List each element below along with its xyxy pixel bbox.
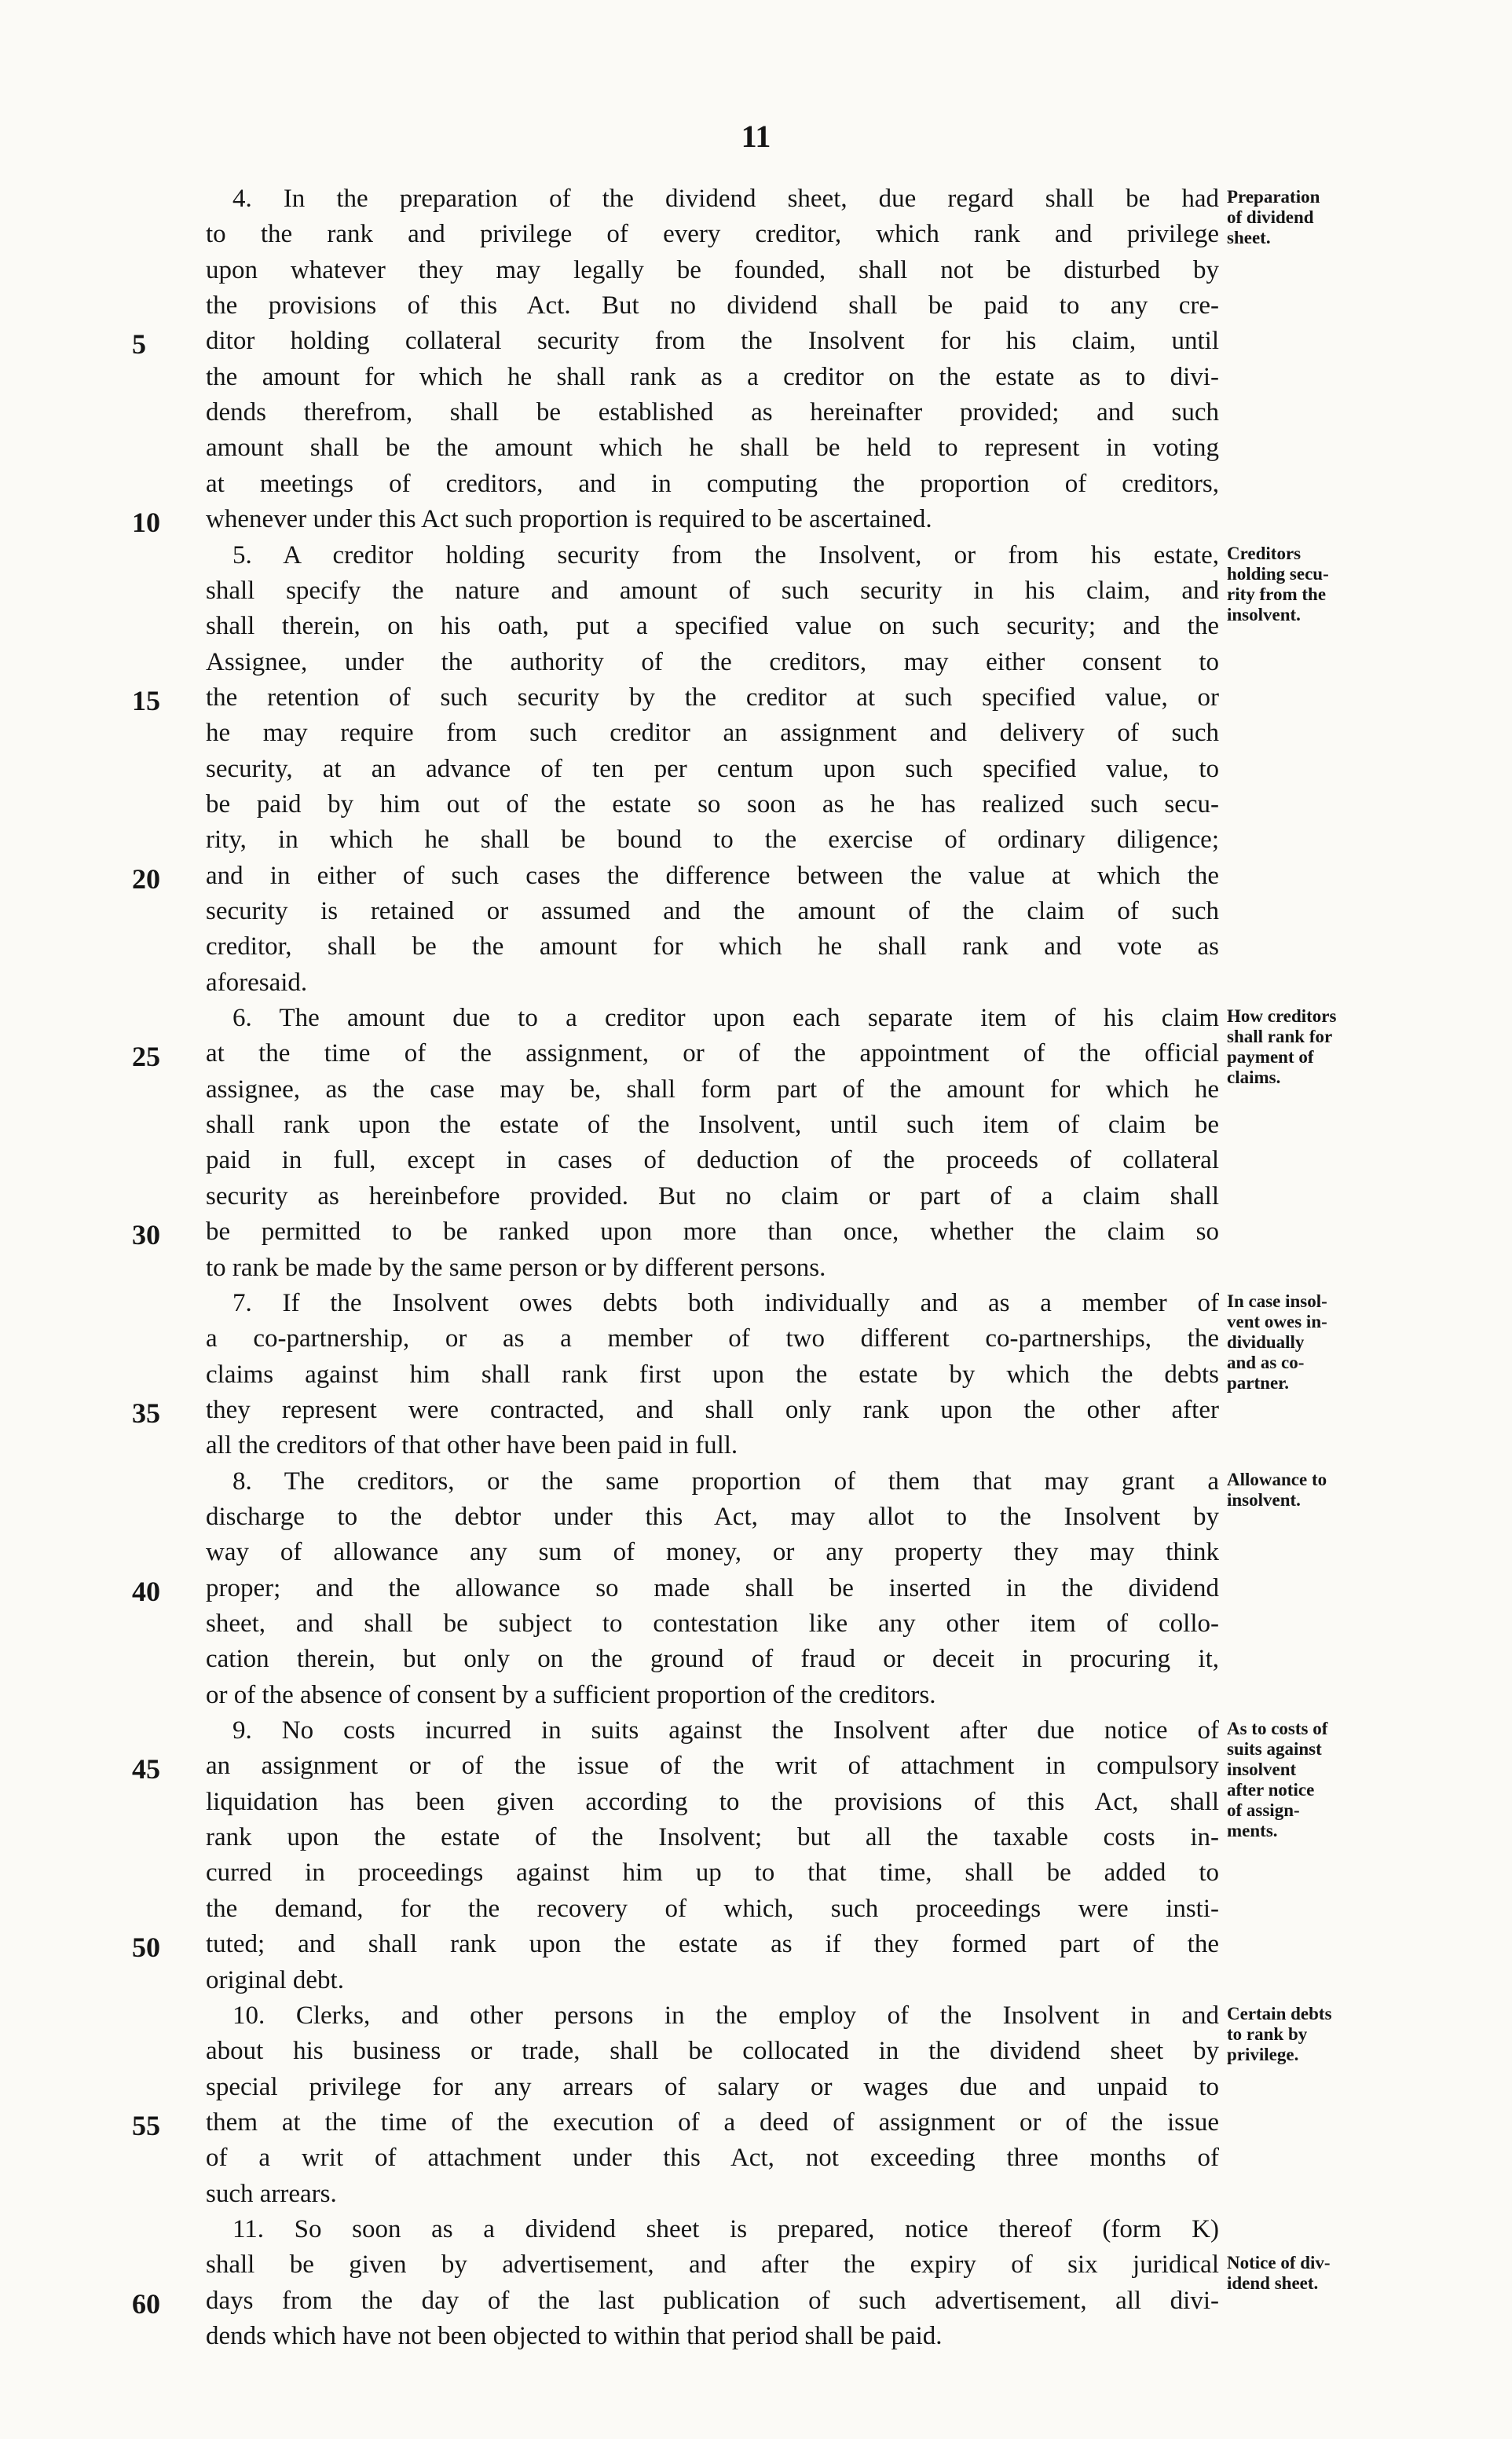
- text-line: shall specify the nature and amount of such security in his claim, and: [206, 577, 1219, 604]
- margin-note: In case insol- vent owes in- dividually and as co- partner.: [1227, 1291, 1327, 1393]
- line-number: 15: [132, 684, 160, 716]
- text-line: at the time of the assignment, or of the appointment of the official: [206, 1040, 1219, 1068]
- text-line: liquidation has been given according to the provisions of this Act, shall: [206, 1788, 1219, 1815]
- text-line: 5. A creditor holding security from the Insolvent, or from his estate,: [232, 541, 1219, 569]
- line-number: 5: [132, 328, 146, 361]
- line-number: 55: [132, 2109, 160, 2141]
- text-line: all the creditors of that other have been paid in full.: [206, 1432, 738, 1459]
- text-line: an assignment or of the issue of the writ of attachment in compulsory: [206, 1752, 1219, 1780]
- text-line: the amount for which he shall rank as a creditor on the estate as to divi-: [206, 363, 1219, 390]
- text-line: creditor, shall be the amount for which he shall rank and vote as: [206, 933, 1219, 961]
- text-line: 4. In the preparation of the dividend sheet, due regard shall be had: [232, 185, 1219, 212]
- text-line: cation therein, but only on the ground of fraud or deceit in procuring it,: [206, 1646, 1219, 1673]
- text-line: rity, in which he shall be bound to the exercise of ordinary diligence;: [206, 826, 1219, 854]
- text-line: 9. No costs incurred in suits against the Insolvent after due notice of: [232, 1717, 1219, 1745]
- text-line: be paid by him out of the estate so soon as he has realized such secu-: [206, 790, 1219, 818]
- margin-note: Creditors holding secu- rity from the insolvent.: [1227, 543, 1329, 624]
- text-line: about his business or trade, shall be collocated in the dividend sheet by: [206, 2038, 1219, 2065]
- text-line: original debt.: [206, 1966, 344, 1994]
- text-line: the retention of such security by the creditor at such specified value, or: [206, 683, 1219, 711]
- text-line: special privilege for any arrears of salary or wages due and unpaid to: [206, 2073, 1219, 2100]
- margin-note: Certain debts to rank by privilege.: [1227, 2003, 1332, 2064]
- text-line: days from the day of the last publication of such advertisement, all divi-: [206, 2287, 1219, 2314]
- text-line: 8. The creditors, or the same proportion of them that may grant a: [232, 1467, 1219, 1495]
- line-number: 30: [132, 1219, 160, 1251]
- text-line: ditor holding collateral security from the Insolvent for his claim, until: [206, 328, 1219, 355]
- text-line: discharge to the debtor under this Act, may allot to the Insolvent by: [206, 1503, 1219, 1530]
- text-line: shall therein, on his oath, put a specified value on such security; and the: [206, 613, 1219, 640]
- text-line: paid in full, except in cases of deduction of the proceeds of collateral: [206, 1147, 1219, 1174]
- text-line: claims against him shall rank first upon the estate by which the debts: [206, 1360, 1219, 1388]
- line-number: 40: [132, 1575, 160, 1607]
- text-line: to rank be made by the same person or by different persons.: [206, 1254, 826, 1281]
- text-line: whenever under this Act such proportion is required to be ascertained.: [206, 506, 932, 533]
- text-line: curred in proceedings against him up to that time, shall be added to: [206, 1859, 1219, 1887]
- text-line: shall rank upon the estate of the Insolvent, until such item of claim be: [206, 1111, 1219, 1139]
- text-line: amount shall be the amount which he shall be held to represent in voting: [206, 434, 1219, 462]
- text-line: be permitted to be ranked upon more than once, whether the claim so: [206, 1218, 1219, 1246]
- text-line: to the rank and privilege of every creditor, which rank and privilege: [206, 221, 1219, 248]
- text-line: they represent were contracted, and shall only rank upon the other after: [206, 1396, 1219, 1423]
- text-line: or of the absence of consent by a sufficient proportion of the creditors.: [206, 1681, 936, 1708]
- margin-note: Preparation of dividend sheet.: [1227, 187, 1320, 247]
- line-number: 10: [132, 507, 160, 539]
- margin-note: Allowance to insolvent.: [1227, 1469, 1327, 1510]
- text-line: sheet, and shall be subject to contestation like any other item of collo-: [206, 1610, 1219, 1637]
- text-line: tuted; and shall rank upon the estate as if they formed part of the: [206, 1931, 1219, 1958]
- text-line: Assignee, under the authority of the creditors, may either consent to: [206, 648, 1219, 676]
- text-line: at meetings of creditors, and in computing the proportion of creditors,: [206, 470, 1219, 497]
- text-line: of a writ of attachment under this Act, not exceeding three months of: [206, 2144, 1219, 2172]
- text-line: security, at an advance of ten per centum upon such specified value, to: [206, 755, 1219, 782]
- text-line: them at the time of the execution of a deed of assignment or of the issue: [206, 2108, 1219, 2136]
- line-number: 20: [132, 862, 160, 895]
- text-line: dends which have not been objected to within that period shall be paid.: [206, 2323, 943, 2349]
- text-line: 7. If the Insolvent owes debts both individually and as a member of: [232, 1289, 1219, 1317]
- line-number: 35: [132, 1397, 160, 1429]
- text-line: dends therefrom, shall be established as hereinafter provided; and such: [206, 399, 1219, 427]
- text-line: aforesaid.: [206, 969, 308, 996]
- margin-note: As to costs of suits against insolvent after notice of assign- ments.: [1227, 1719, 1328, 1841]
- text-line: rank upon the estate of the Insolvent; but all the taxable costs in-: [206, 1824, 1219, 1851]
- margin-note: How creditors shall rank for payment of claims.: [1227, 1006, 1337, 1088]
- text-line: way of allowance any sum of money, or any property they may think: [206, 1539, 1219, 1566]
- text-line: the provisions of this Act. But no dividend shall be paid to any cre-: [206, 292, 1219, 320]
- text-line: upon whatever they may legally be founded, shall not be disturbed by: [206, 256, 1219, 284]
- text-line: a co-partnership, or as a member of two different co-partnerships, the: [206, 1325, 1219, 1353]
- text-line: the demand, for the recovery of which, such proceedings were insti-: [206, 1895, 1219, 1922]
- page-number: 11: [741, 119, 771, 154]
- text-line: 10. Clerks, and other persons in the employ of the Insolvent in and: [232, 2001, 1219, 2029]
- line-number: 45: [132, 1753, 160, 1785]
- text-line: shall be given by advertisement, and after the expiry of six juridical: [206, 2251, 1219, 2279]
- text-line: and in either of such cases the difference between the value at which the: [206, 862, 1219, 889]
- line-number: 25: [132, 1041, 160, 1073]
- line-number: 50: [132, 1932, 160, 1964]
- text-line: he may require from such creditor an assignment and delivery of such: [206, 720, 1219, 747]
- text-line: security as hereinbefore provided. But no claim or part of a claim shall: [206, 1182, 1219, 1210]
- text-line: 11. So soon as a dividend sheet is prepared, notice thereof (form K): [232, 2215, 1219, 2243]
- text-line: such arrears.: [206, 2180, 337, 2207]
- line-number: 60: [132, 2287, 160, 2320]
- text-line: assignee, as the case may be, shall form part of the amount for which he: [206, 1075, 1219, 1103]
- margin-note: Notice of div- idend sheet.: [1227, 2253, 1331, 2294]
- text-line: proper; and the allowance so made shall be inserted in the dividend: [206, 1574, 1219, 1602]
- text-line: 6. The amount due to a creditor upon each separate item of his claim: [232, 1005, 1219, 1032]
- text-line: security is retained or assumed and the amount of the claim of such: [206, 898, 1219, 925]
